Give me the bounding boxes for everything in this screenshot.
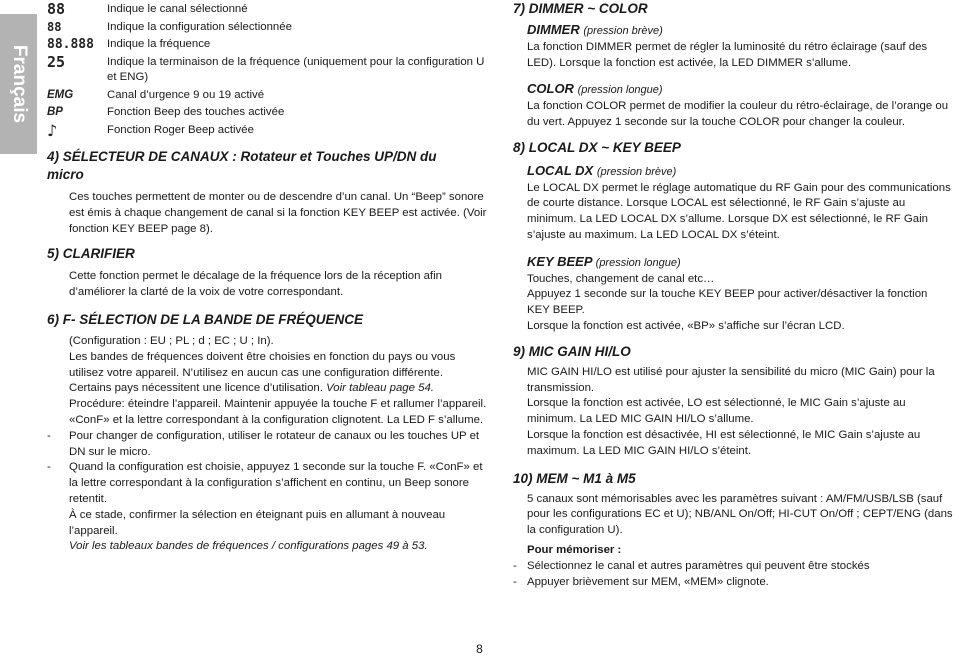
section-6-procedure: Procédure: éteindre l’appareil. Maintenir appuyée la touche F et rallumer l’appareil. — [69, 398, 487, 411]
legend-text: Canal d’urgence 9 ou 19 activé — [107, 88, 265, 101]
legend-item — [47, 88, 493, 104]
legend-text: Indique la terminaison de la fréquence (uniquement pour la configuration U et ENG) — [107, 55, 485, 83]
dash-bullet: - — [47, 429, 51, 442]
key-beep-text-3: Lorsque la fonction est activée, «BP» s’affiche sur l’écran LCD. — [527, 319, 845, 332]
dash-bullet: - — [47, 461, 51, 474]
color-label: COLOR — [527, 81, 574, 97]
key-beep-text-2: Appuyez 1 seconde sur la touche KEY BEEP pour activer/désactiver la fonction KEY BEEP. — [527, 288, 928, 317]
legend-text: Fonction Roger Beep activée — [107, 123, 254, 136]
section-4-text: Ces touches permettent de monter ou de descendre d’un canal. Un “Beep” sonore est émis à chaque changement de canal si la fonction KEY BEEP est activée. (Voir fonction KEY BEEP page 8). — [69, 191, 487, 235]
section-6-step-2: Quand la configuration est choisie, appuyez 1 seconde sur la touche F. «ConF» et la lettre correspondant à la configuration s’affichent en continu, un Beep sonore retentit. — [69, 461, 483, 505]
section-9-title: 9) MIC GAIN HI/LO — [513, 343, 631, 359]
dash-item — [513, 559, 953, 575]
legend-item — [47, 120, 493, 140]
local-dx-text: Le LOCAL DX permet le réglage automatique du RF Gain pour des communications de courte distance. Lorsque LOCAL est sélectionné, le RF Gain s’ajuste au minimum. La LED LOCAL DX s’allume. Lorsque DX est sélectionné, le RF Gain s’ajuste au maximum. La LED LOCAL DX s’éteint. — [527, 181, 951, 241]
channel-segment-icon: 88 — [47, 0, 66, 18]
emergency-indicator-icon: EMG — [47, 88, 74, 101]
section-5-text: Cette fonction permet le décalage de la fréquence lors de la réception afin d’améliorer la clarté de la voix de votre correspondant. — [69, 270, 442, 299]
section-6-conf: «ConF» et la lettre correspondant à la configuration clignotent. La LED F s’allume. — [69, 413, 484, 426]
section-4-title: 4) SÉLECTEUR DE CANAUX : Rotateur et Touches UP/DN du micro — [47, 149, 437, 182]
key-beep-text-1: Touches, changement de canal etc… — [527, 272, 715, 285]
section-6-step-1: Pour changer de configuration, utiliser le rotateur de canaux ou les touches UP et DN sur le micro. — [69, 429, 480, 458]
section-6-confirm: À ce stade, confirmer la sélection en éteignant puis en allumant à nouveau l’appareil. — [69, 508, 446, 537]
section-10-title: 10) MEM ~ M1 à M5 — [513, 470, 636, 486]
legend-item — [47, 105, 493, 121]
right-column — [513, 0, 953, 590]
section-6-tables-ref: Voir les tableaux bandes de fréquences / configurations pages 49 à 53. — [69, 540, 428, 553]
dash-item — [513, 575, 953, 591]
memorize-step-2: Appuyer brièvement sur MEM, «MEM» clignote. — [527, 575, 769, 588]
dimmer-label: DIMMER — [527, 22, 580, 37]
language-tab — [0, 14, 37, 154]
dash-bullet: - — [513, 575, 517, 588]
local-dx-label: LOCAL DX — [527, 162, 594, 178]
key-beep-label: KEY BEEP — [527, 253, 593, 269]
legend-text: Fonction Beep des touches activée — [107, 106, 285, 118]
dimmer-text: La fonction DIMMER permet de régler la luminosité du rétro éclairage (sauf des LED). Lorsque la fonction est activée, la LED DIMMER s’allume. — [527, 40, 928, 69]
legend-item — [47, 20, 493, 36]
dimmer-press-type: (pression brève) — [583, 25, 663, 37]
table-reference: Voir tableau page 54. — [326, 382, 434, 395]
section-6-licence — [69, 381, 493, 397]
local-dx-press-type: (pression brève) — [596, 165, 677, 178]
key-beep-subtitle — [527, 254, 953, 272]
language-tab-label: Français — [8, 44, 30, 124]
legend-text: Indique le canal sélectionné — [107, 3, 248, 15]
frequency-segment-icon: 88.888 — [47, 37, 94, 52]
legend-text: Indique la fréquence — [107, 38, 211, 50]
config-segment-icon: 88 — [47, 19, 62, 34]
legend-item — [47, 37, 493, 53]
mic-gain-text-2: Lorsque la fonction est activée, LO est sélectionné, le MIC Gain s’ajuste au minimum. La LED MIC GAIN HI/LO s’allume. — [527, 397, 906, 426]
key-beep-press-type: (pression longue) — [595, 256, 681, 269]
music-note-icon: ♪ — [47, 120, 58, 140]
mic-gain-text-3: Lorsque la fonction est désactivée, HI est sélectionné, le MIC Gain s’ajuste au maximum. La LED MIC GAIN HI/LO s’éteint. — [527, 428, 921, 457]
beep-indicator-icon: BP — [47, 106, 63, 118]
color-press-type: (pression longue) — [577, 84, 663, 97]
page-number: 8 — [476, 642, 483, 656]
section-7-title: 7) DIMMER ~ COLOR — [513, 1, 648, 16]
local-dx-subtitle — [527, 163, 953, 181]
legend-item — [47, 2, 493, 18]
dimmer-subtitle — [527, 22, 953, 40]
mic-gain-text-1: MIC GAIN HI/LO est utilisé pour ajuster la sensibilité du micro (MIC Gain) pour la transmission. — [527, 365, 935, 394]
left-column — [47, 2, 493, 555]
dash-item — [47, 460, 493, 507]
section-6-configs: (Configuration : EU ; PL ; d ; EC ; U ; In). — [69, 334, 274, 347]
color-text: La fonction COLOR permet de modifier la couleur du rétro-éclairage, de l’orange ou du vert. Appuyez 1 seconde sur la touche COLOR pour changer la couleur. — [527, 100, 949, 128]
frequency-ending-segment-icon: 25 — [47, 52, 66, 71]
section-5-title: 5) CLARIFIER — [47, 246, 135, 262]
dash-item — [47, 429, 493, 461]
color-subtitle — [527, 81, 953, 99]
section-6-text: Les bandes de fréquences doivent être choisies en fonction du pays ou vous utilisez votre appareil. N’utilisez en aucun cas une configuration différente. — [69, 350, 456, 379]
section-8-title: 8) LOCAL DX ~ KEY BEEP — [513, 139, 681, 155]
memorize-step-1: Sélectionnez le canal et autres paramètres qui peuvent être stockés — [527, 559, 870, 572]
mem-text: 5 canaux sont mémorisables avec les paramètres suivant : AM/FM/USB/LSB (sauf pour les configurations EC et U); NB/ANL On/Off; HI-CUT On/Off ; CEPT/ENG (dans la configuration U). — [527, 492, 953, 537]
legend-item — [47, 52, 493, 86]
dash-bullet: - — [513, 559, 517, 572]
licence-text: Certains pays nécessitent une licence d’utilisation. — [69, 382, 323, 395]
section-6-title: 6) F- SÉLECTION DE LA BANDE DE FRÉQUENCE — [47, 311, 364, 327]
memorize-heading: Pour mémoriser : — [527, 543, 622, 556]
legend-text: Indique la configuration sélectionnée — [107, 20, 292, 33]
